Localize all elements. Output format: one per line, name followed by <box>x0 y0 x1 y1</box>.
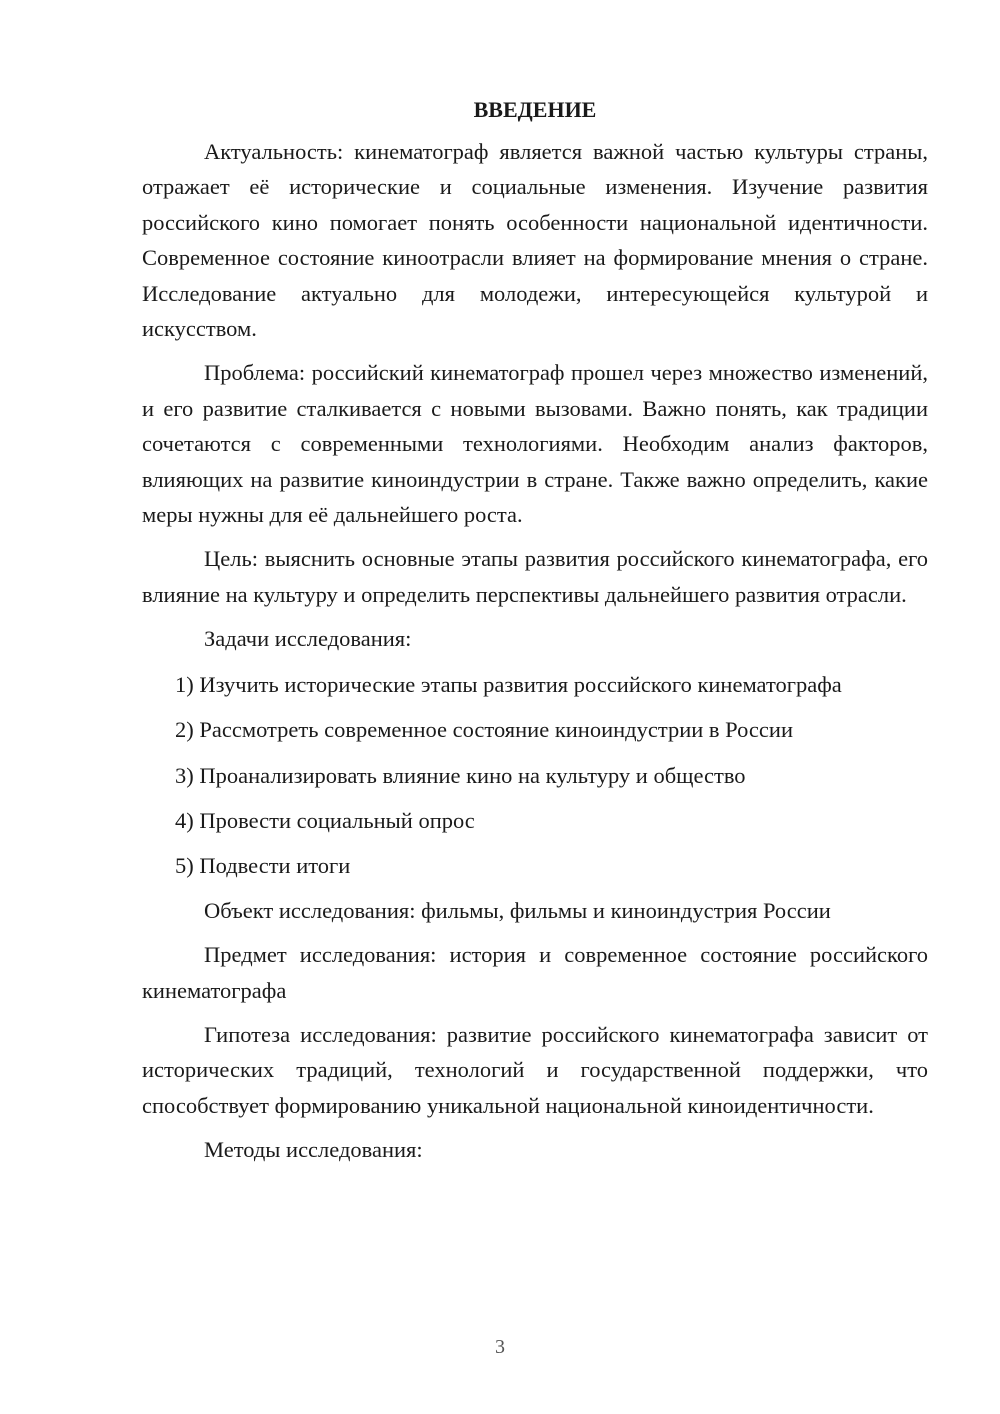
document-page <box>142 92 928 1168</box>
page-number: 3 <box>495 1336 505 1358</box>
section-heading: ВВЕДЕНИЕ <box>473 97 597 122</box>
tasks-list <box>142 667 928 884</box>
list-item: 5) Подвести итоги <box>175 853 351 879</box>
hypothesis-paragraph: Гипотеза исследования: развитие российского кинематографа зависит от исторических традиций, технологий и государственной поддержки, что способствует формированию уникальной национальной киноидентичности. <box>142 1021 928 1118</box>
goal-paragraph: Цель: выяснить основные этапы развития российского кинематографа, его влияние на культуру и определить перспективы дальнейшего развития отрасли. <box>142 546 928 607</box>
list-item: 1) Изучить исторические этапы развития российского кинематографа <box>175 671 842 697</box>
problem-paragraph: Проблема: российский кинематограф прошел через множество изменений, и его развитие сталкивается с новыми вызовами. Важно понять, как традиции сочетаются с современными технологиями. Необходим анализ факторов, влияющих на развитие киноиндустрии в стране. Также важно определить, какие меры нужны для её дальнейшего роста. <box>142 360 928 528</box>
tasks-title: Задачи исследования: <box>204 626 412 652</box>
list-item: 2) Рассмотреть современное состояние киноиндустрии в России <box>175 717 793 743</box>
methods-paragraph: Методы исследования: <box>204 1137 423 1163</box>
subject-paragraph: Предмет исследования: история и современное состояние российского кинематографа <box>142 942 928 1003</box>
object-paragraph: Объект исследования: фильмы, фильмы и киноиндустрия России <box>204 897 831 923</box>
list-item: 3) Проанализировать влияние кино на культуру и общество <box>175 762 746 788</box>
relevance-paragraph: Актуальность: кинематограф является важной частью культуры страны, отражает её исторические и социальные изменения. Изучение развития российского кино помогает понять особенности национальной идентичности. Современное состояние киноотрасли влияет на формирование мнения о стране. Исследование актуально для молодежи, интересующейся культурой и искусством. <box>142 139 928 342</box>
list-item: 4) Провести социальный опрос <box>175 807 475 833</box>
